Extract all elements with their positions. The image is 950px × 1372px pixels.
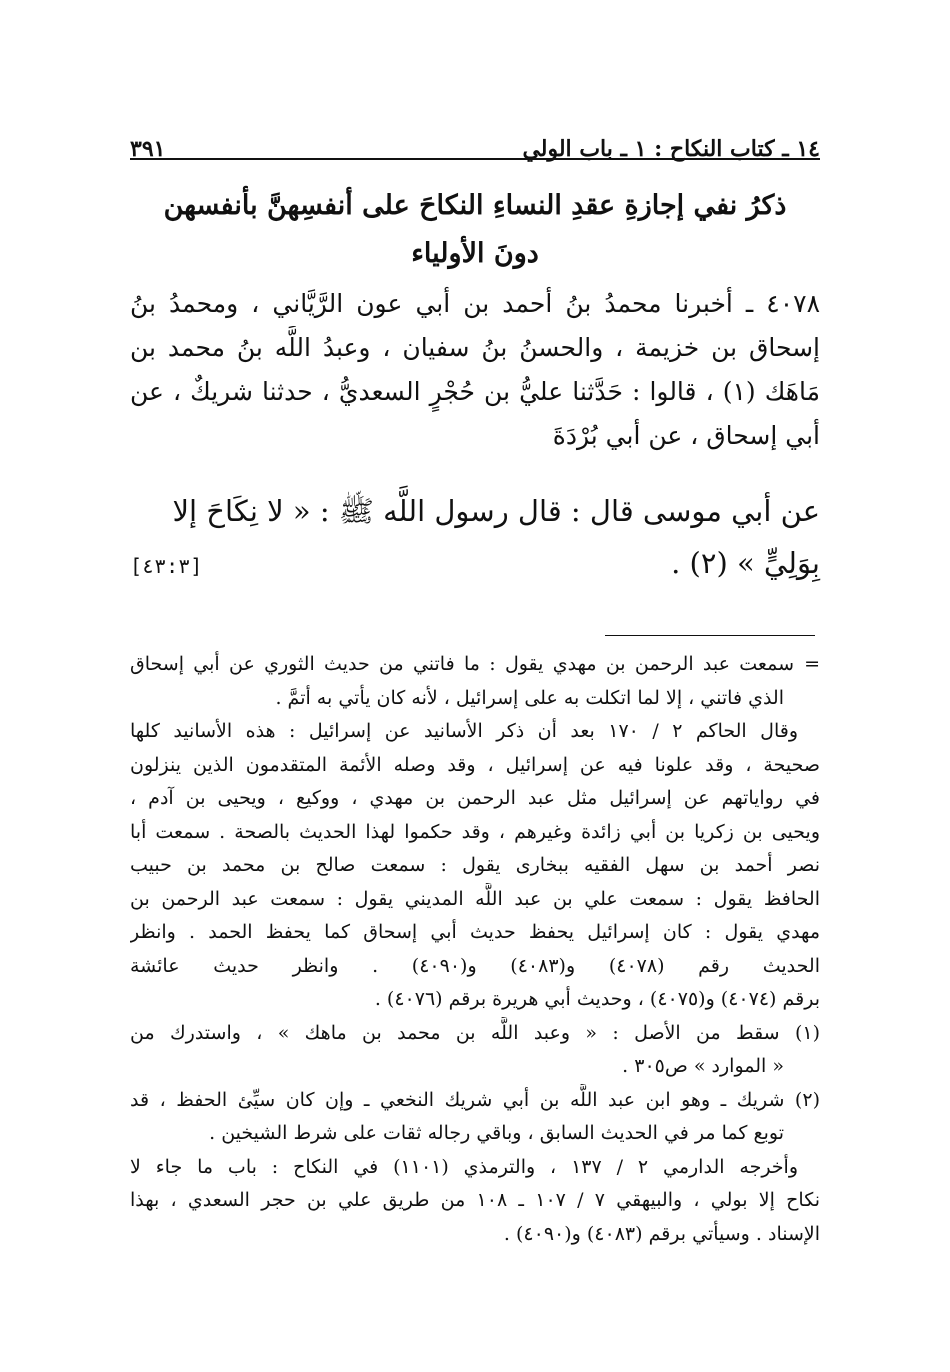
footnote-line: الإسناد . وسيأتي برقم (٤٠٨٣) و(٤٠٩٠) . bbox=[503, 1222, 820, 1245]
footnote-line: وقال الحاكم ٢ / ١٧٠ بعد أن ذكر الأسانيد عن إسرائيل : هذه الأسانيد كلها bbox=[130, 720, 798, 742]
footnote-line: في رواياتهم عن إسرائيل مثل عبد الرحمن بن مهدي ، ووكيع ، ويحيى بن آدم ، bbox=[130, 787, 820, 809]
header-rule bbox=[130, 158, 820, 160]
footnote-line: مهدي يقول : كان إسرائيل يحفظ حديث أبي إسحاق كما يحفظ الحمد . وانظر bbox=[130, 921, 820, 943]
chapter-title-line-2: دونَ الأولياء bbox=[411, 238, 539, 269]
matn-line-2: بِوَلِيٍّ » (٢) . bbox=[671, 546, 820, 580]
page-number: ٣٩١ bbox=[130, 136, 166, 162]
page-header bbox=[130, 118, 820, 162]
footnote-1: (١) سقط من الأصل : « وعبد اللَّه بن محمد بن ماهك » ، واستدرك من bbox=[130, 1021, 820, 1044]
footnote-separator bbox=[605, 635, 815, 636]
matn-line-1: عن أبي موسى قال : قال رسول اللَّه ﷺ : « لا نِكَاحَ إلا bbox=[172, 494, 820, 528]
footnote-line: =سمعت عبد الرحمن بن مهدي يقول : ما فاتني من حديث الثوري عن أبي إسحاق bbox=[130, 648, 820, 682]
hadith-isnad bbox=[130, 282, 820, 458]
footnote-line: الحديث رقم (٤٠٧٨) و(٤٠٨٣) و(٤٠٩٠) . وانظر حديث عائشة bbox=[130, 954, 820, 977]
footnotes bbox=[130, 648, 820, 1251]
footnote-line: نكاح إلا بولي ، والبيهقي ٧ / ١٠٧ ـ ١٠٨ من طريق علي بن حجر السعدي ، بهذا bbox=[130, 1189, 820, 1211]
chapter-title bbox=[130, 182, 820, 278]
footnote-line: « الموارد » ص٣٠٥ . bbox=[622, 1055, 784, 1077]
isnad-line: إسحاق بن خزيمة ، والحسنُ بنُ سفيان ، وعبدُ اللَّه بنُ محمد بن bbox=[130, 333, 820, 362]
isnad-line: مَاهَك (١) ، قالوا : حَدَّثنا عليُّ بن حُجْرٍ السعديُّ ، حدثنا شريكٌ ، عن bbox=[130, 377, 820, 406]
chapter-title-line-1: ذكرُ نفي إجازةِ عقدِ النساءِ النكاحَ على أنفسِهنَّ بأنفسهن bbox=[163, 190, 787, 221]
source-reference: [٤٣:٣] bbox=[130, 554, 203, 578]
footnote-line: الحافظ يقول : سمعت علي بن عبد اللَّه المديني يقول : سمعت عبد الرحمن بن bbox=[130, 887, 820, 910]
footnote-line: توبع كما مر في الحديث السابق ، وباقي رجاله ثقات على شرط الشيخين . bbox=[209, 1122, 784, 1144]
isnad-line: ٤٠٧٨ ـ أخبرنا محمدُ بنُ أحمد بن أبي عون الرَّيَّاني ، ومحمدُ بنُ bbox=[130, 289, 820, 318]
footnote-line: صحيحة ، وقد علونا فيه عن إسرائيل ، وقد وصله الأئمة المتقدمون الذين ينزلون bbox=[130, 753, 820, 776]
footnote-line: الذي فاتني ، إلا لما اتكلت به على إسرائيل ، لأنه كان يأتي به أتمَّ . bbox=[275, 686, 784, 709]
footnote-line: نصر أحمد بن سهل الفقيه ببخارى يقول : سمعت صالح بن محمد بن حبيب bbox=[130, 854, 820, 876]
continuation-marker: = bbox=[804, 653, 820, 675]
footnote-2: (٢) شريك ـ وهو ابن عبد اللَّه بن أبي شريك النخعي ـ وإن كان سيِّئ الحفظ ، قد bbox=[130, 1088, 820, 1111]
running-title: ١٤ ـ كتاب النكاح : ١ ـ باب الولي bbox=[522, 136, 820, 162]
footnote-line: ويحيى بن زكريا بن أبي زائدة وغيرهم ، وقد حكموا لهذا الحديث بالصحة . سمعت أبا bbox=[130, 820, 820, 843]
footnote-line: برقم (٤٠٧٤) و(٤٠٧٥) ، وحديث أبي هريرة برقم (٤٠٧٦) . bbox=[374, 988, 820, 1010]
isnad-line: أبي إسحاق ، عن أبي بُرْدَةَ bbox=[552, 421, 820, 450]
hadith-matn bbox=[130, 485, 820, 592]
footnote-line: وأخرجه الدارمي ٢ / ١٣٧ ، والترمذي (١١٠١) في النكاح : باب ما جاء لا bbox=[130, 1155, 799, 1178]
